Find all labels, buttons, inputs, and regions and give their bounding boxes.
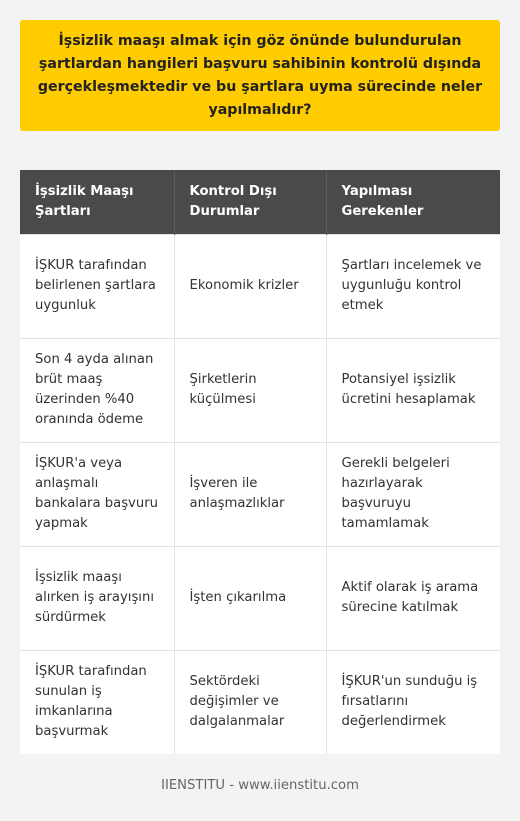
table-cell-uncontrollable: İşten çıkarılma — [174, 546, 326, 650]
table-cell-action: Gerekli belgeleri hazırlayarak başvuruyu tamamlamak — [326, 442, 500, 546]
footer-credit: IIENSTITU - www.iienstitu.com — [161, 778, 359, 793]
page-title: İşsizlik maaşı almak için göz önünde bulundurulan şartlardan hangileri başvuru sahibinin kontrolü dışında gerçekleşmektedir ve bu şartlara uyma sürecinde neler yapılmalıdır? — [37, 32, 483, 118]
table-row — [20, 650, 500, 754]
table-cell-uncontrollable: Ekonomik krizler — [174, 234, 326, 338]
table-cell-condition: İŞKUR tarafından belirlenen şartlara uygunluk — [20, 234, 174, 338]
table-cell-action: Potansiyel işsizlik ücretini hesaplamak — [326, 338, 500, 442]
table-row — [20, 546, 500, 650]
table-header-row — [20, 170, 500, 234]
table-cell-action: Aktif olarak iş arama sürecine katılmak — [326, 546, 500, 650]
table-row — [20, 234, 500, 338]
table-cell-action: İŞKUR'un sunduğu iş fırsatlarını değerlendirmek — [326, 650, 500, 754]
table-cell-uncontrollable: Şirketlerin küçülmesi — [174, 338, 326, 442]
table-cell-uncontrollable: Sektördeki değişimler ve dalgalanmalar — [174, 650, 326, 754]
table-row — [20, 338, 500, 442]
header-required-actions: Yapılması Gerekenler — [326, 170, 500, 234]
table-cell-condition: İşsizlik maaşı alırken iş arayışını sürdürmek — [20, 546, 174, 650]
table-cell-action: Şartları incelemek ve uygunluğu kontrol etmek — [326, 234, 500, 338]
table-cell-condition: İŞKUR tarafından sunulan iş imkanlarına başvurmak — [20, 650, 174, 754]
table-cell-condition: Son 4 ayda alınan brüt maaş üzerinden %40 oranında ödeme — [20, 338, 174, 442]
header-uncontrollable-situations: Kontrol Dışı Durumlar — [174, 170, 326, 234]
table-cell-condition: İŞKUR'a veya anlaşmalı bankalara başvuru yapmak — [20, 442, 174, 546]
conditions-table — [20, 170, 500, 754]
header-unemployment-conditions: İşsizlik Maaşı Şartları — [20, 170, 174, 234]
table-cell-uncontrollable: İşveren ile anlaşmazlıklar — [174, 442, 326, 546]
title-banner — [20, 20, 500, 131]
table-row — [20, 442, 500, 546]
